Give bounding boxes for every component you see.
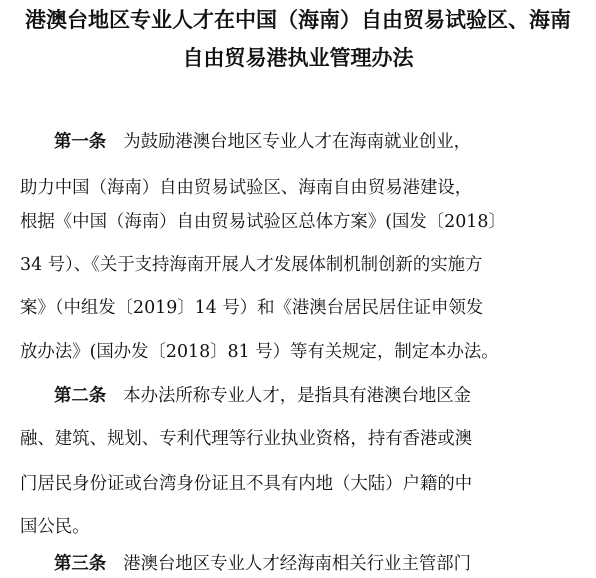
body-line: 根据《中国（海南）自由贸易试验区总体方案》(国发〔2018〕 [20, 212, 506, 232]
article-2-text: 本办法所称专业人才，是指具有港澳台地区金 [123, 386, 472, 406]
body-line: 放办法》(国办发〔2018〕81 号）等有关规定，制定本办法。 [20, 342, 499, 362]
article-3-text: 港澳台地区专业人才经海南相关行业主管部门 [123, 554, 472, 574]
body-line: 34 号）、《关于支持海南开展人才发展体制机制创新的实施方 [20, 255, 483, 275]
article-2-label: 第二条 [54, 386, 107, 406]
article-1-label: 第一条 [54, 132, 107, 152]
body-line: 助力中国（海南）自由贸易试验区、海南自由贸易港建设， [20, 178, 473, 198]
article-1-text: 为鼓励港澳台地区专业人才在海南就业创业， [123, 132, 472, 152]
body-line: 融、建筑、规划、专利代理等行业执业资格，持有香港或澳 [20, 429, 473, 449]
article-3-label: 第三条 [54, 554, 107, 574]
body-line: 门居民身份证或台湾身份证且不具有内地（大陆）户籍的中 [20, 474, 473, 494]
body-line [20, 128, 580, 156]
body-line [20, 382, 580, 410]
body-line: 案》（中组发〔2019〕14 号）和《港澳台居民居住证申领发 [20, 298, 484, 318]
title-line-2: 自由贸易港执业管理办法 [182, 46, 414, 70]
title-line-1: 港澳台地区专业人才在中国（海南）自由贸易试验区、海南 [25, 8, 571, 32]
body-line: 国公民。 [20, 517, 90, 537]
body-line [20, 550, 580, 578]
